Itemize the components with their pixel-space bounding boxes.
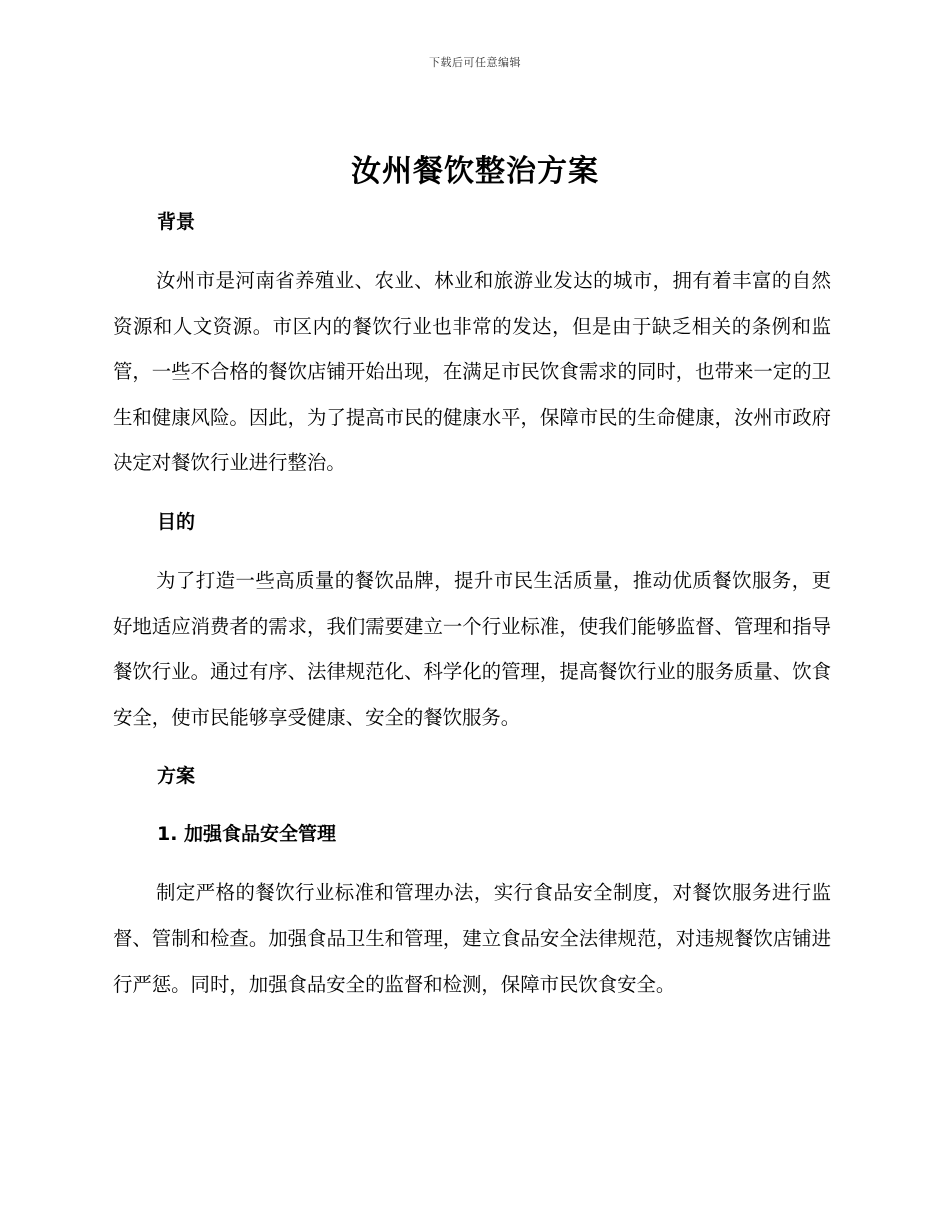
document-body: [113, 200, 831, 1007]
document-title: 汝州餐饮整治方案: [351, 154, 599, 189]
paragraph-food-safety: 制定严格的餐饮行业标准和管理办法，实行食品安全制度，对餐饮服务进行监督、管制和检查。加强食品卫生和管理，建立食品安全法律规范，对违规餐饮店铺进行严惩。同时，加强食品安全的监督和检测，保障市民饮食安全。: [113, 881, 831, 996]
section-heading-plan: 方案: [157, 765, 196, 788]
paragraph-purpose: 为了打造一些高质量的餐饮品牌，提升市民生活质量，推动优质餐饮服务，更好地适应消费者的需求，我们需要建立一个行业标准，使我们能够监督、管理和指导餐饮行业。通过有序、法律规范化、科学化的管理，提高餐饮行业的服务质量、饮食安全，使市民能够享受健康、安全的餐饮服务。: [113, 568, 831, 729]
paragraph-background: 汝州市是河南省养殖业、农业、林业和旅游业发达的城市，拥有着丰富的自然资源和人文资源。市区内的餐饮行业也非常的发达，但是由于缺乏相关的条例和监管，一些不合格的餐饮店铺开始出现，在满足市民饮食需求的同时，也带来一定的卫生和健康风险。因此，为了提高市民的健康水平，保障市民的生命健康，汝州市政府决定对餐饮行业进行整治。: [113, 269, 831, 475]
section-heading-background: 背景: [157, 211, 196, 233]
section-heading-purpose: 目的: [157, 510, 196, 533]
subsection-heading-food-safety: 1. 加强食品安全管理: [157, 823, 337, 846]
header-note: 下载后可任意编辑: [429, 56, 521, 69]
